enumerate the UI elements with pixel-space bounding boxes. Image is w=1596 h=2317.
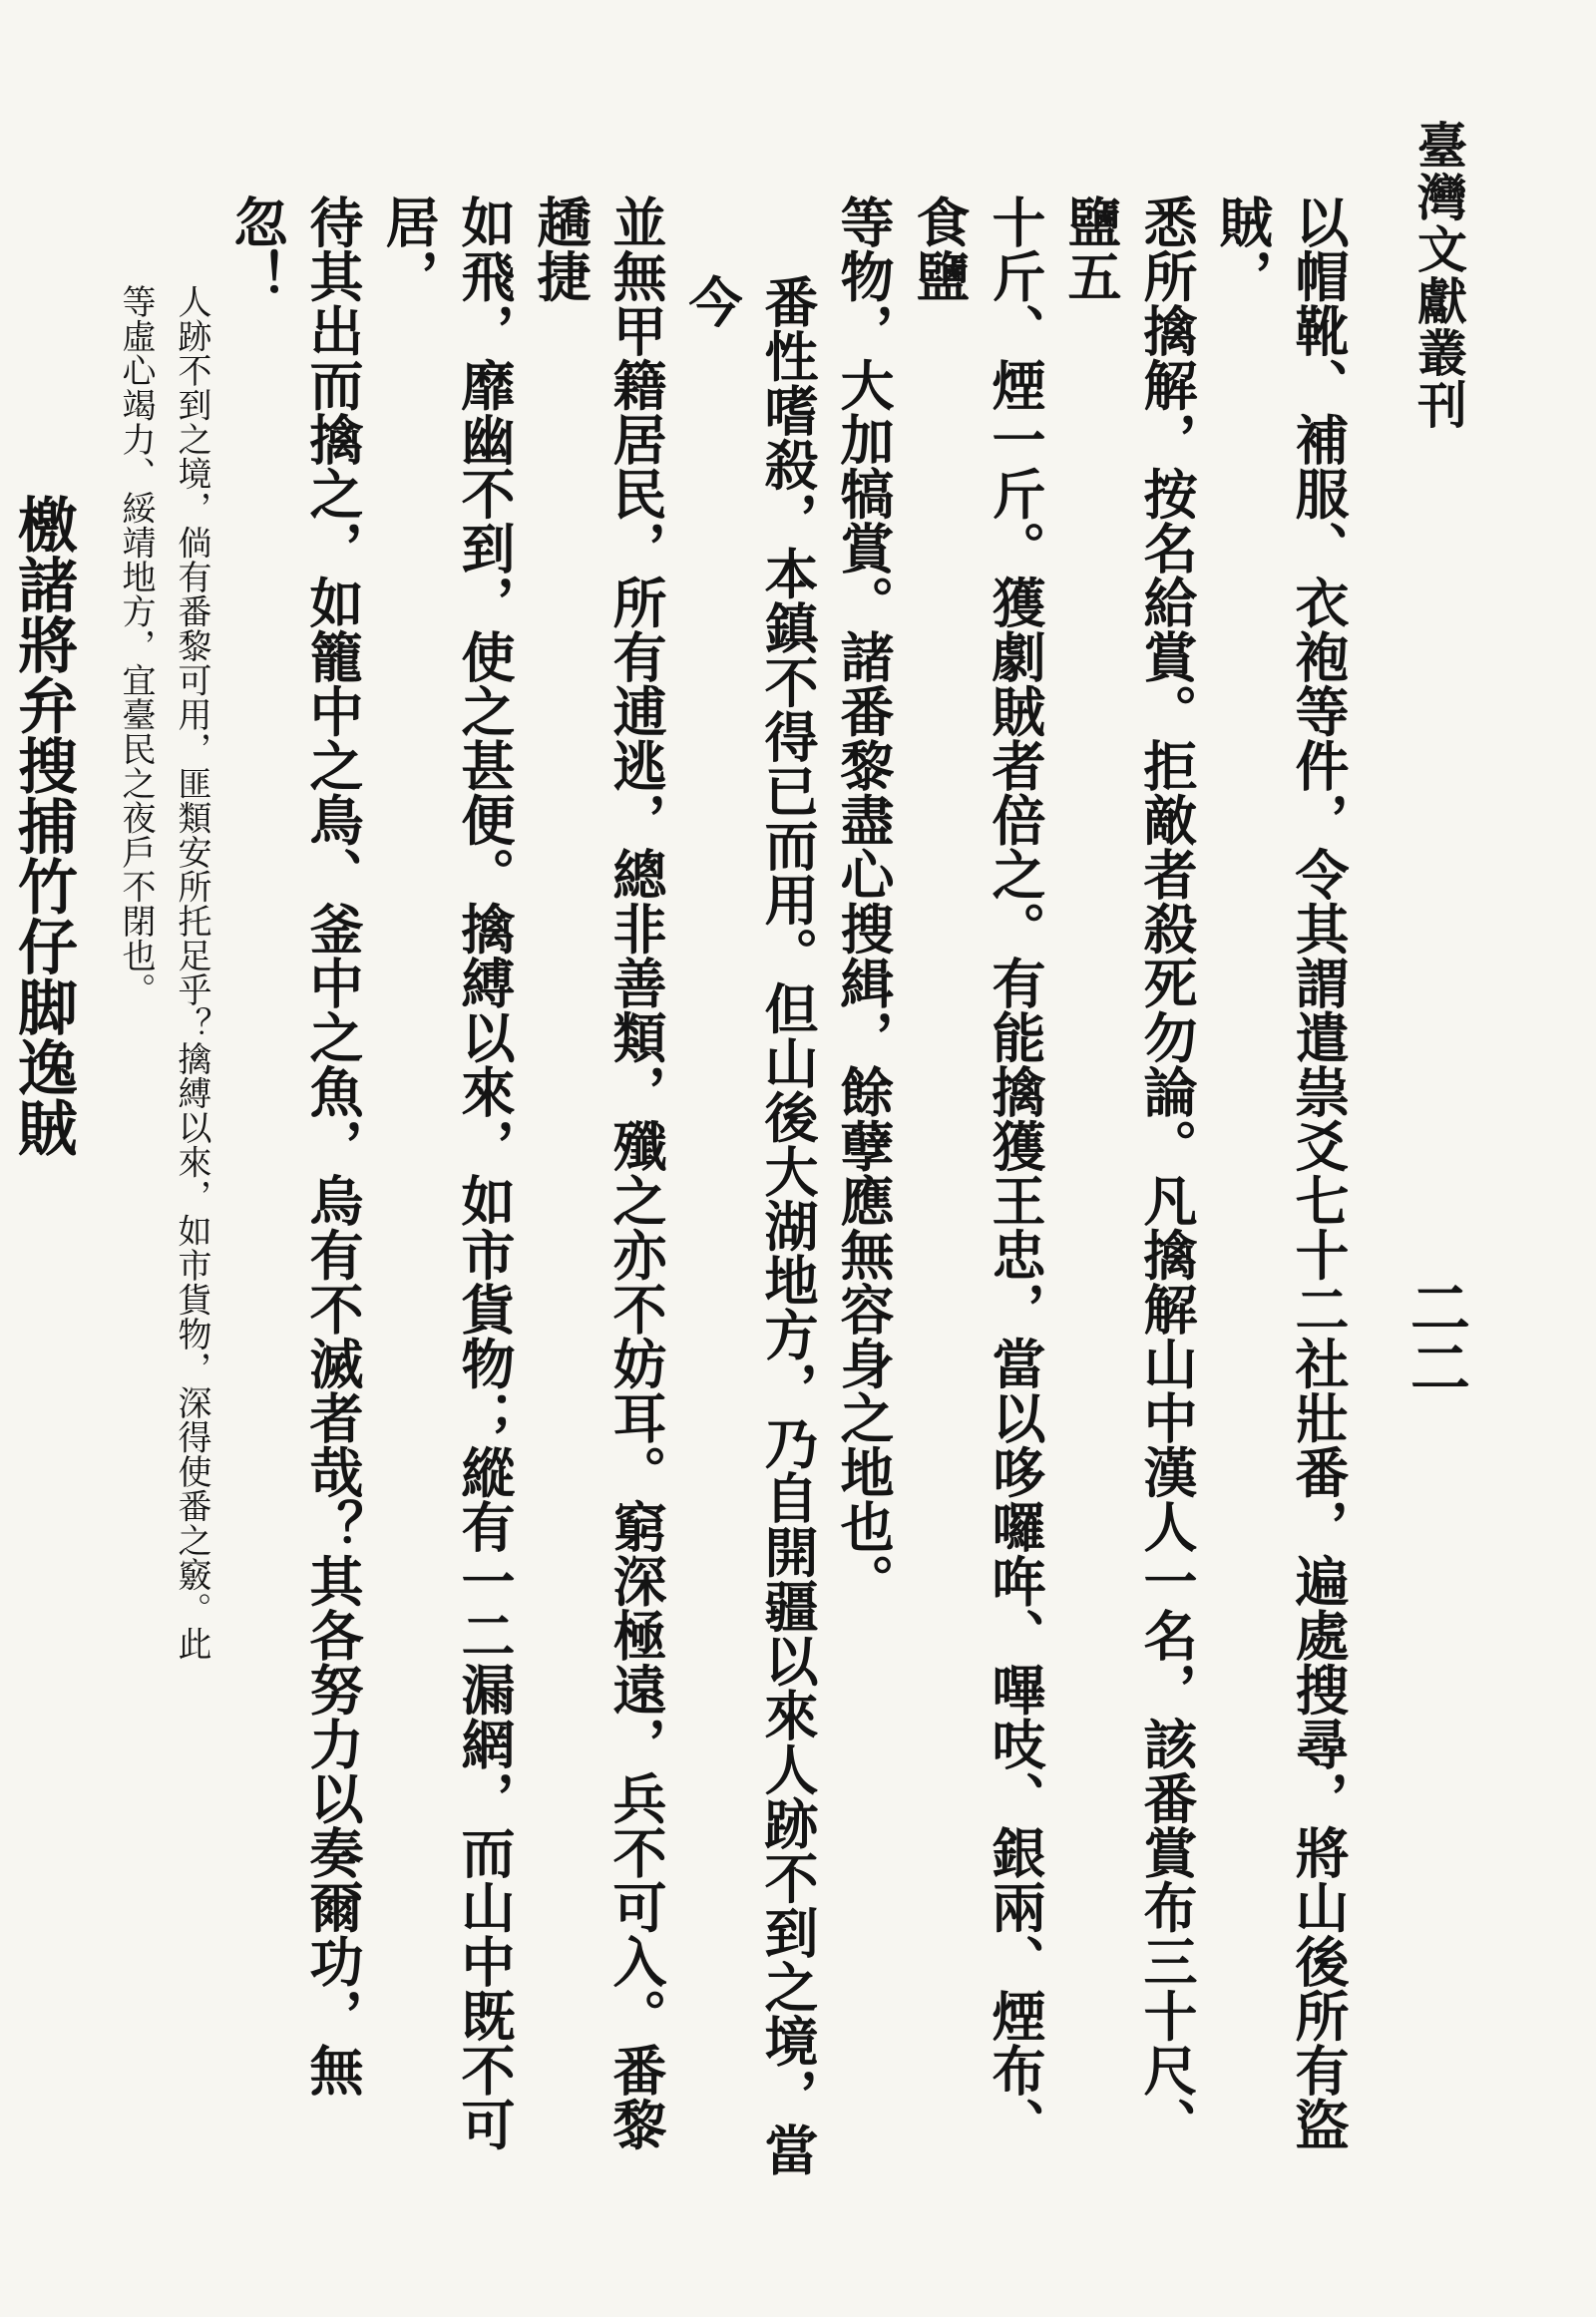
text-column: 並無甲籍居民，所有逋逃，總非善類，殲之亦不妨耳。窮深極遠，兵不可入。番黎趫捷 [529, 194, 668, 2151]
text-column: 待其出而擒之，如籠中之鳥、釜中之魚，烏有不滅者哉？其各努力以奏爾功，無忽！ [225, 194, 365, 2098]
text-column: 十斤、煙一斤。獲劇賊者倍之。有能擒獲王忠，當以哆囉哖、嗶吱、銀兩、煙布、食鹽 [908, 194, 1047, 2151]
text-column: 番性嗜殺，本鎮不得已而用。但山後大湖地方，乃自開疆以來人跡不到之境，當今 [680, 274, 820, 2177]
book-title: 臺灣文獻叢刊 [1409, 120, 1468, 431]
text-column: 悉所擒解，按名給賞。拒敵者殺死勿論。凡擒解山中漢人一名，該番賞布三十尺、鹽五 [1059, 194, 1199, 2151]
annotation-column: 等虛心竭力、綏靖地方，宜臺民之夜戶不閉也。 [116, 284, 156, 1007]
section-heading: 檄諸將弁搜捕竹仔脚逸賊 [8, 494, 78, 1158]
text-column: 以帽靴、補服、衣袍等件，令其謂遣祟爻七十二社壯番，遍處搜尋，將山後所有盜賊， [1211, 194, 1351, 2151]
text-column: 如飛，靡幽不到，使之甚便。擒縛以來，如市貨物；縱有一二漏網，而山中既不可居， [377, 194, 517, 2151]
annotation-column: 人跡不到之境，倘有番黎可用，匪類安所托足乎？擒縛以來，如市貨物，深得使番之竅。此 [172, 284, 211, 1661]
page-number: 二二 [1400, 1277, 1470, 1396]
text-column: 等物，大加犒賞。諸番黎盡心搜緝，餘孽應無容身之地也。 [832, 194, 896, 1608]
page-header [1387, 120, 1506, 2264]
text-block [8, 194, 1357, 2189]
